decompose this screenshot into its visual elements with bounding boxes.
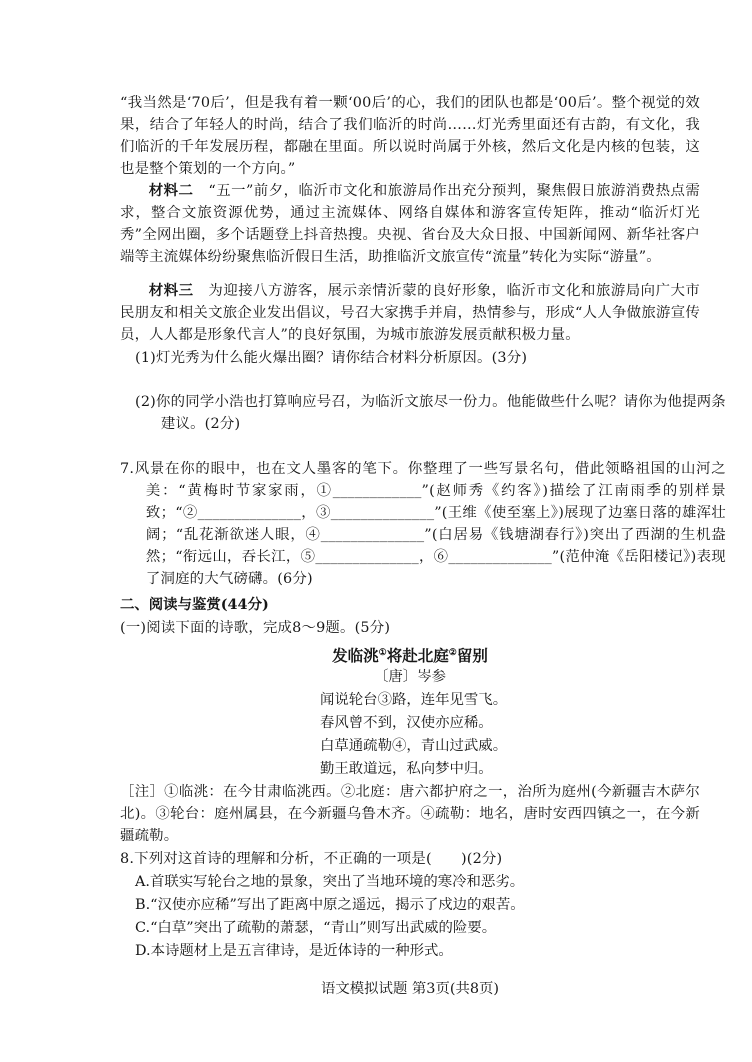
question-6-2: (2)你的同学小浩也打算响应号召，为临沂文旅尽一份力。他能做些什么呢？请你为他提两条建议。(2分) (135, 394, 726, 432)
question-6-1: (1)灯光秀为什么能火爆出圈？请你结合材料分析原因。(3分) (135, 350, 528, 366)
poem-line-2: 春风曾不到，汉使亦应稀。 (320, 715, 493, 731)
poem-line-3: 白草通疏勒④，青山过武威。 (320, 738, 508, 754)
page-footer: 语文模拟试题 第3页(共8页) (320, 981, 500, 997)
poem-title-part-b: 将赴北庭 (386, 646, 449, 666)
poem-title-part-a: 发临洮 (332, 646, 379, 666)
part-one-intro: (一)阅读下面的诗歌，完成8～9题。(5分) (120, 620, 391, 636)
q8-option-d: D.本诗题材上是五言律诗，是近体诗的一种形式。 (135, 943, 453, 959)
poem-author: 〔唐〕岑参 (374, 669, 446, 685)
q8-option-a: A.首联实写轮台之地的景象，突出了当地环境的寒冷和恶劣。 (135, 874, 525, 890)
material-three (120, 280, 700, 346)
material-two-text: “五一”前夕，临沂市文化和旅游局作出充分预判，聚焦假日旅游消费热点需求，整合文旅资源优势，通过主流媒体、网络自媒体和游客宣传矩阵，推动“临沂灯光秀”全网出圈，多个话题登上抖音热搜。央视、省台及大众日报、中国新闻网、新华社客户端等主流媒体纷纷聚焦临沂假日生活，助推临沂文旅宣传“流量”转化为实际“游量”。 (120, 183, 700, 265)
poem-title (120, 642, 700, 667)
q8-option-b: B.“汉使亦应稀”写出了距离中原之遥远，揭示了戍边的艰苦。 (135, 897, 525, 913)
material-three-text: 为迎接八方游客，展示亲情沂蒙的良好形象，临沂市文化和旅游局向广大市民朋友和相关文旅企业发出倡议，号召大家携手并肩，热情参与，形成“人人争做旅游宣传员，人人都是形象代言人”的良好氛围，为城市旅游发展贡献积极力量。 (120, 283, 700, 343)
poem-line-1: 闻说轮台③路，连年见雪飞。 (320, 692, 508, 708)
poem-notes: ［注］①临洮：在今甘肃临洮西。②北庭：唐六都护府之一，治所为庭州(今新疆吉木萨尔北)。③轮台：庭州属县，在今新疆乌鲁木齐。④疏勒：地名，唐时安西四镇之一，在今新疆疏勒。 (120, 784, 700, 844)
poem-title-note-1: ① (378, 648, 387, 658)
question-8: 8.下列对这首诗的理解和分析，不正确的一项是( )(2分) (120, 851, 503, 867)
poem-line-4: 勤王敢道远，私向梦中归。 (320, 761, 493, 777)
material-two-label: 材料二 (148, 182, 194, 199)
material-two (120, 180, 700, 268)
material-three-label: 材料三 (148, 282, 194, 299)
q8-option-c: C.“白草”突出了疏勒的萧瑟，“青山”则写出武威的险要。 (135, 920, 497, 936)
section-two-heading: 二、阅读与鉴赏(44分) (120, 596, 269, 613)
question-7: 7.风景在你的眼中，也在文人墨客的笔下。你整理了一些写景名句，借此领略祖国的山河之美：“黄梅时节家家雨，①____________”(赵师秀《约客》)描绘了江南雨季的别样景致；“②______________，③______________”(王维《使至塞上》)展现了边塞日落的雄浑壮阔；“乱花渐欲迷人眼，④______________”(白居易《钱塘湖春行》)突出了西湖的生机盎然；“衔远山，吞长江，⑤______________，⑥______________”(范仲淹《岳阳楼记》)表现了洞庭的大气磅礴。(6分) (120, 461, 726, 587)
poem-title-part-c: 留别 (456, 646, 488, 666)
poem-title-note-2: ② (448, 648, 457, 658)
material-one-quote: “我当然是‘70后’，但是我有着一颗‘00后’的心，我们的团队也都是‘00后’。整个视觉的效果，结合了年轻人的时尚，结合了我们临沂的时尚……灯光秀里面还有古韵，有文化，我们临沂的千年发展历程，都融在里面。所以说时尚属于外核，然后文化是内核的包装，这也是整个策划的一个方向。” (120, 95, 700, 177)
